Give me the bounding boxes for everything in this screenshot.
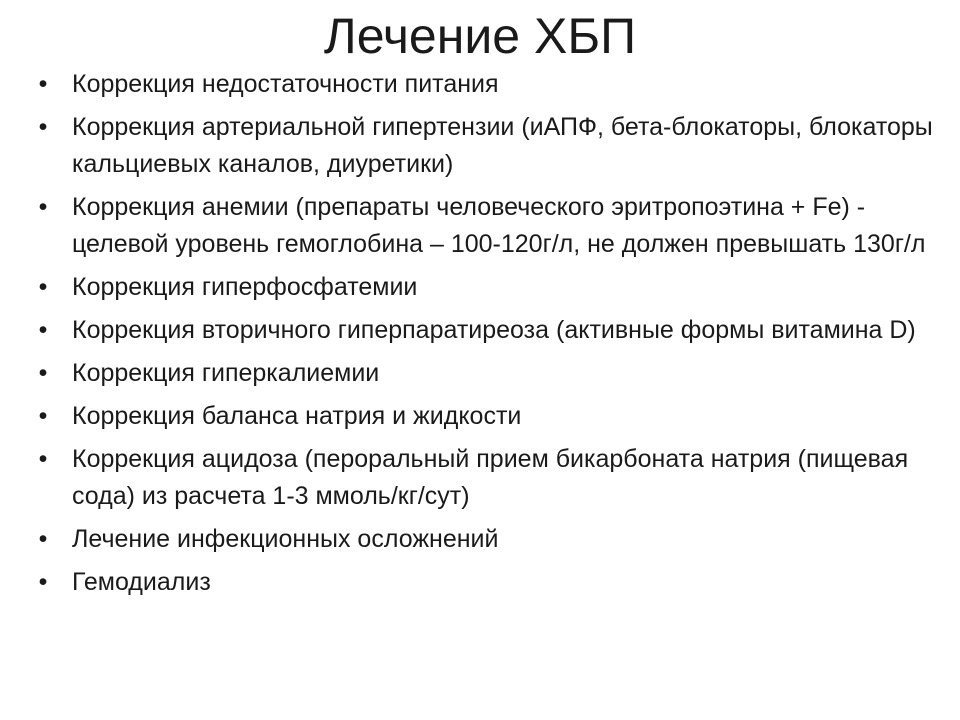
bullet-item: [36, 269, 936, 306]
bullet-text: Коррекция баланса натрия и жидкости: [72, 402, 522, 430]
bullet-icon: •: [38, 568, 48, 596]
bullet-item: [36, 189, 936, 263]
bullet-icon: •: [38, 525, 48, 553]
bullet-item: [36, 355, 936, 392]
bullet-icon: •: [38, 316, 48, 344]
bullet-icon: •: [38, 445, 48, 473]
bullet-icon: •: [38, 193, 48, 221]
bullet-list: [36, 66, 936, 607]
bullet-icon: •: [38, 359, 48, 387]
bullet-icon: •: [38, 273, 48, 301]
bullet-item: [36, 66, 936, 103]
bullet-item: [36, 521, 936, 558]
bullet-text: Коррекция артериальной гипертензии (иАПФ, бета-блокаторы, блокаторы кальциевых каналов, диуретики): [72, 113, 933, 178]
bullet-item: [36, 441, 936, 515]
bullet-text: Коррекция анемии (препараты человеческого эритропоэтина + Fe) - целевой уровень гемоглобина – 100-120г/л, не должен превышать 130г/л: [72, 193, 926, 258]
bullet-text: Коррекция недостаточности питания: [72, 70, 499, 98]
bullet-item: [36, 109, 936, 183]
bullet-text: Коррекция вторичного гиперпаратиреоза (активные формы витамина D): [72, 316, 916, 344]
bullet-text: Лечение инфекционных осложнений: [72, 525, 499, 553]
bullet-icon: •: [38, 70, 48, 98]
bullet-icon: •: [38, 113, 48, 141]
bullet-icon: •: [38, 402, 48, 430]
slide-title: Лечение ХБП: [323, 8, 637, 64]
bullet-item: [36, 398, 936, 435]
bullet-text: Коррекция ацидоза (пероральный прием бикарбоната натрия (пищевая сода) из расчета 1-3 ммоль/кг/сут): [72, 445, 909, 510]
bullet-text: Коррекция гиперкалиемии: [72, 359, 380, 387]
bullet-item: [36, 312, 936, 349]
bullet-item: [36, 564, 936, 601]
bullet-text: Коррекция гиперфосфатемии: [72, 273, 418, 301]
bullet-text: Гемодиализ: [72, 568, 211, 596]
